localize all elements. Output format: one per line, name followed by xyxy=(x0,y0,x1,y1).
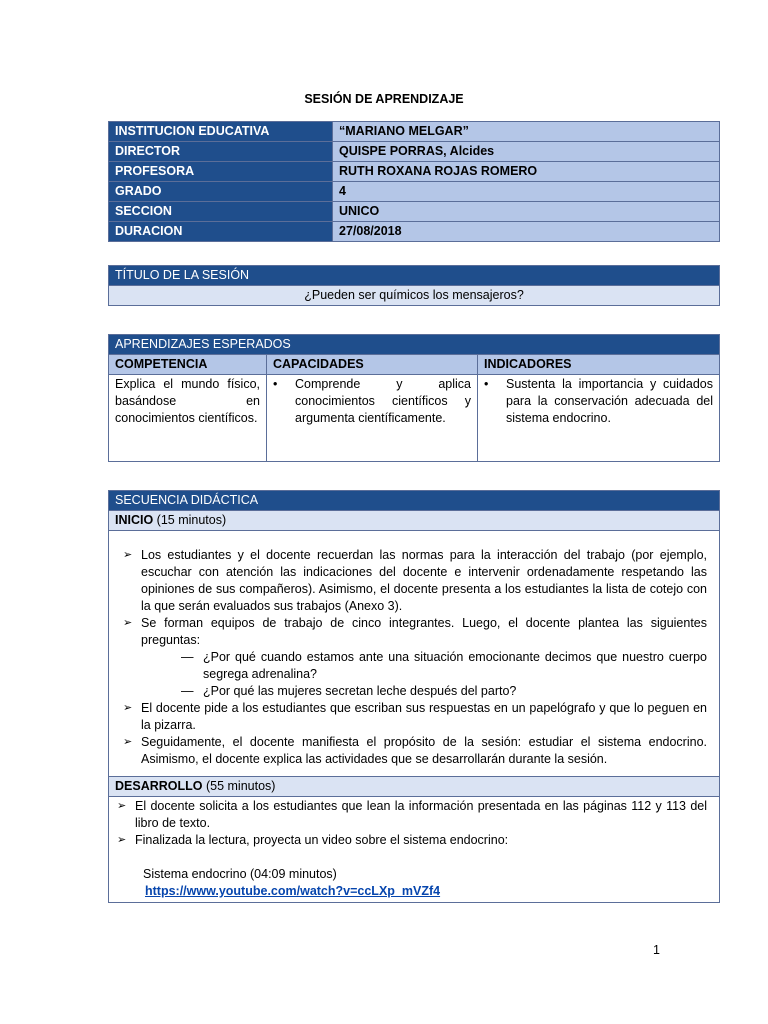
info-key: INSTITUCION EDUCATIVA xyxy=(109,122,333,142)
inicio-content xyxy=(109,531,720,777)
col-indicadores: INDICADORES xyxy=(478,355,720,375)
list-item xyxy=(117,798,707,832)
desarrollo-header xyxy=(109,777,720,797)
arrow-bullet-icon: ➢ xyxy=(123,736,133,748)
info-row xyxy=(109,162,720,182)
list-item xyxy=(123,547,707,615)
video-link[interactable]: https://www.youtube.com/watch?v=ccLXp_mVZf4 xyxy=(145,884,441,898)
sequence-table xyxy=(108,490,720,903)
list-item xyxy=(123,734,707,768)
info-key: DURACION xyxy=(109,222,333,242)
info-row xyxy=(109,202,720,222)
video-label: Sistema endocrino (04:09 minutos) xyxy=(143,867,337,881)
competencia-cell: Explica el mundo físico, basándose en conocimientos científicos. xyxy=(109,375,267,462)
info-row xyxy=(109,122,720,142)
list-item xyxy=(117,832,707,849)
indicador-cell xyxy=(478,375,720,462)
page-title: SESIÓN DE APRENDIZAJE xyxy=(304,92,464,106)
list-item-text: El docente pide a los estudiantes que escriban sus respuestas en un papelógrafo y que lo peguen en la pizarra. xyxy=(141,701,707,732)
info-key: SECCION xyxy=(109,202,333,222)
page-number: 1 xyxy=(653,943,660,957)
bullet-icon: • xyxy=(484,377,489,391)
info-value: UNICO xyxy=(333,202,720,222)
dash-bullet-icon: — xyxy=(181,650,194,664)
col-competencia: COMPETENCIA xyxy=(109,355,267,375)
question-text: ¿Por qué cuando estamos ante una situación emocionante decimos que nuestro cuerpo segrega adrenalina? xyxy=(203,650,707,681)
list-item-text: El docente solicita a los estudiantes que lean la información presentada en las páginas 112 y 113 del libro de texto. xyxy=(135,799,707,830)
info-key: PROFESORA xyxy=(109,162,333,182)
info-key: GRADO xyxy=(109,182,333,202)
arrow-bullet-icon: ➢ xyxy=(123,702,133,714)
info-row xyxy=(109,182,720,202)
inicio-header xyxy=(109,511,720,531)
info-value: RUTH ROXANA ROJAS ROMERO xyxy=(333,162,720,182)
bullet-icon: • xyxy=(273,377,278,391)
learning-header: APRENDIZAJES ESPERADOS xyxy=(109,335,720,355)
arrow-bullet-icon: ➢ xyxy=(123,617,133,629)
question-item xyxy=(123,649,707,683)
session-title-table xyxy=(108,265,720,306)
arrow-bullet-icon: ➢ xyxy=(117,800,127,812)
list-item-text: Seguidamente, el docente manifiesta el propósito de la sesión: estudiar el sistema endocrino. Asimismo, el docente explica las actividades que se desarrollarán durante la sesión. xyxy=(141,735,707,766)
capacidad-text: Comprende y aplica conocimientos científicos y argumenta científicamente. xyxy=(295,377,471,425)
desarrollo-label: DESARROLLO xyxy=(115,779,203,793)
inicio-label: INICIO xyxy=(115,513,154,527)
question-text: ¿Por qué las mujeres secretan leche después del parto? xyxy=(203,684,517,698)
arrow-bullet-icon: ➢ xyxy=(123,549,133,561)
capacidad-cell xyxy=(267,375,478,462)
session-question: ¿Pueden ser químicos los mensajeros? xyxy=(109,286,720,306)
list-item-text: Se forman equipos de trabajo de cinco integrantes. Luego, el docente plantea las siguientes preguntas: xyxy=(141,616,707,647)
list-item-text: Los estudiantes y el docente recuerdan las normas para la interacción del trabajo (por ejemplo, escuchar con atención las indicaciones del docente e intervenir ordenadamente respetando las opiniones de sus compañeros). Asimismo, el docente presenta a los estudiantes la lista de cotejo con la que serán evaluados sus trabajos (Anexo 3). xyxy=(141,548,707,613)
list-item-text: Finalizada la lectura, proyecta un video sobre el sistema endocrino: xyxy=(135,833,509,847)
info-value: 4 xyxy=(333,182,720,202)
desarrollo-time: (55 minutos) xyxy=(202,779,276,793)
desarrollo-content xyxy=(109,797,720,903)
col-capacidades: CAPACIDADES xyxy=(267,355,478,375)
info-value: QUISPE PORRAS, Alcides xyxy=(333,142,720,162)
list-item xyxy=(123,615,707,649)
info-value: “MARIANO MELGAR” xyxy=(333,122,720,142)
inicio-time: (15 minutos) xyxy=(153,513,227,527)
learning-table xyxy=(108,334,720,462)
list-item xyxy=(123,700,707,734)
question-item xyxy=(123,683,707,700)
info-table xyxy=(108,121,720,242)
info-key: DIRECTOR xyxy=(109,142,333,162)
arrow-bullet-icon: ➢ xyxy=(117,834,127,846)
info-value: 27/08/2018 xyxy=(333,222,720,242)
sequence-header: SECUENCIA DIDÁCTICA xyxy=(109,491,720,511)
indicador-text: Sustenta la importancia y cuidados para la conservación adecuada del sistema endocrino. xyxy=(506,377,713,425)
session-title-header: TÍTULO DE LA SESIÓN xyxy=(109,266,720,286)
info-row xyxy=(109,222,720,242)
info-row xyxy=(109,142,720,162)
dash-bullet-icon: — xyxy=(181,684,194,698)
